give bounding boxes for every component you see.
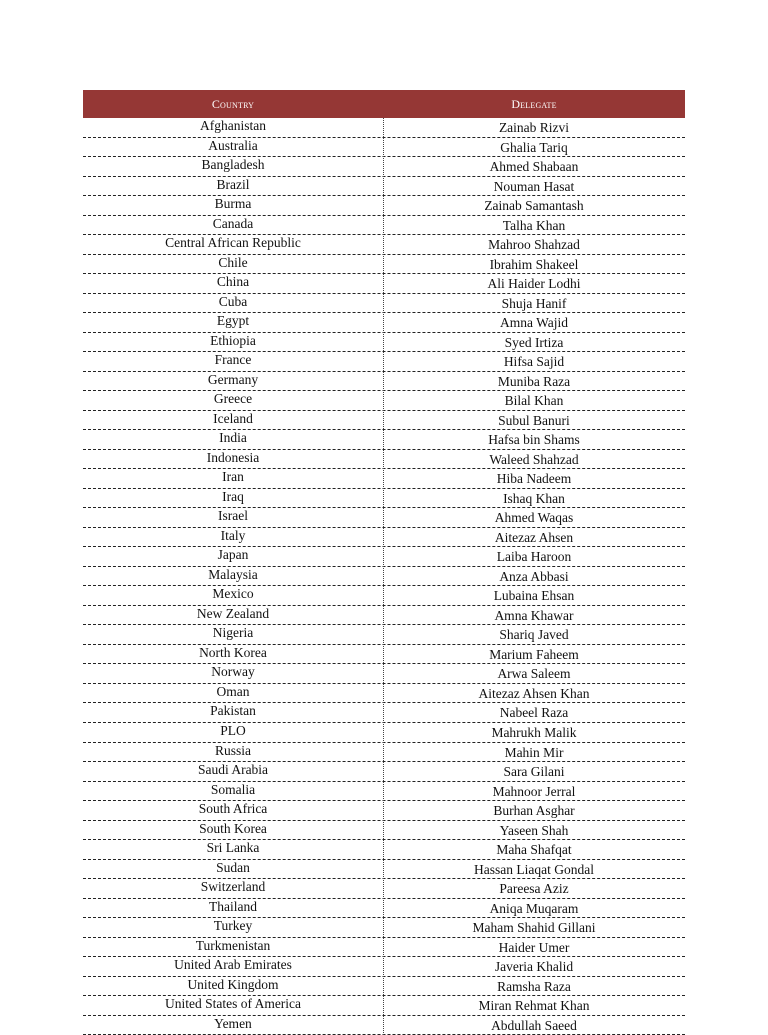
delegate-cell: Mahroo Shahzad	[488, 237, 580, 253]
delegate-cell: Zainab Samantash	[484, 198, 584, 214]
delegate-table	[83, 90, 685, 1035]
country-cell: Japan	[217, 547, 249, 563]
table-row	[83, 255, 685, 275]
table-row	[83, 1016, 685, 1035]
country-cell: Italy	[220, 527, 246, 543]
country-cell: China	[216, 274, 250, 290]
country-cell: Egypt	[216, 313, 250, 329]
delegate-cell: Ahmed Waqas	[494, 510, 574, 526]
table-row	[83, 313, 685, 333]
delegate-cell: Marium Faheem	[489, 646, 579, 662]
delegate-cell: Lubaina Ehsan	[493, 588, 575, 604]
country-cell: Thailand	[209, 898, 257, 914]
table-row	[83, 645, 685, 665]
country-cell: United States of America	[164, 996, 302, 1012]
table-row	[83, 782, 685, 802]
table-row	[83, 118, 685, 138]
country-cell: Burma	[214, 196, 252, 212]
delegate-cell: Ishaq Khan	[503, 490, 565, 506]
table-row	[83, 703, 685, 723]
table-row	[83, 469, 685, 489]
delegate-cell: Miran Rehmat Khan	[478, 998, 590, 1014]
delegate-cell: Mahrukh Malik	[491, 724, 577, 740]
table-row	[83, 352, 685, 372]
country-cell: South Africa	[198, 801, 268, 817]
delegate-cell: Javeria Khalid	[494, 959, 574, 975]
delegate-cell: Nouman Hasat	[493, 178, 575, 194]
country-cell: Pakistan	[210, 703, 256, 719]
table-row	[83, 762, 685, 782]
table-row	[83, 821, 685, 841]
country-cell: Bangladesh	[201, 157, 265, 173]
country-cell: United Kingdom	[187, 976, 279, 992]
table-row	[83, 664, 685, 684]
delegate-column-header: Delegate	[511, 97, 557, 111]
country-cell: France	[214, 352, 252, 368]
country-cell: Iraq	[222, 488, 244, 504]
delegate-cell: Yaseen Shah	[499, 822, 569, 838]
table-row	[83, 274, 685, 294]
table-row	[83, 899, 685, 919]
delegate-cell: Syed Irtiza	[504, 334, 564, 350]
country-cell: Oman	[216, 683, 250, 699]
table-row	[83, 957, 685, 977]
country-cell: Sri Lanka	[206, 840, 260, 856]
table-row	[83, 528, 685, 548]
table-row	[83, 918, 685, 938]
country-cell: Mexico	[212, 586, 254, 602]
country-cell: Russia	[214, 742, 251, 758]
country-cell: Afghanistan	[200, 118, 266, 133]
delegate-cell: Arwa Saleem	[497, 666, 571, 682]
delegate-cell: Aitezaz Ahsen Khan	[478, 685, 590, 701]
delegate-cell: Zainab Rizvi	[498, 120, 570, 135]
delegate-cell: Muniba Raza	[497, 373, 571, 389]
country-cell: Saudi Arabia	[197, 762, 269, 778]
delegate-cell: Burhan Asghar	[493, 803, 575, 819]
delegate-cell: Talha Khan	[502, 217, 566, 233]
table-row	[83, 977, 685, 997]
country-cell: New Zealand	[196, 605, 270, 621]
table-row	[83, 235, 685, 255]
table-row	[83, 196, 685, 216]
country-cell: Greece	[213, 391, 253, 407]
table-row	[83, 567, 685, 587]
country-cell: United Arab Emirates	[174, 957, 292, 973]
table-row	[83, 157, 685, 177]
table-row	[83, 743, 685, 763]
country-cell: Turkey	[213, 918, 253, 934]
table-row	[83, 840, 685, 860]
delegate-cell: Ramsha Raza	[497, 978, 571, 994]
delegate-cell: Pareesa Aziz	[499, 881, 569, 897]
delegate-cell: Subul Banuri	[498, 412, 570, 428]
table-row	[83, 547, 685, 567]
table-row	[83, 489, 685, 509]
country-cell: Chile	[218, 254, 248, 270]
table-row	[83, 860, 685, 880]
delegate-cell: Anza Abbasi	[499, 568, 569, 584]
table-row	[83, 723, 685, 743]
delegate-cell: Laiba Haroon	[496, 549, 572, 565]
country-cell: Germany	[207, 371, 259, 387]
table-row	[83, 294, 685, 314]
table-row	[83, 625, 685, 645]
table-row	[83, 508, 685, 528]
country-cell: Nigeria	[212, 625, 254, 641]
table-row	[83, 177, 685, 197]
delegate-cell: Aniqa Muqaram	[489, 900, 579, 916]
table-row	[83, 411, 685, 431]
country-cell: India	[219, 430, 247, 446]
country-cell: Canada	[212, 215, 254, 231]
delegate-cell: Ibrahim Shakeel	[489, 256, 579, 272]
delegate-cell: Waleed Shahzad	[489, 451, 579, 467]
country-cell: Iceland	[213, 410, 253, 426]
delegate-cell: Haider Umer	[498, 939, 570, 955]
country-cell: Norway	[211, 664, 255, 680]
table-row	[83, 684, 685, 704]
delegate-cell: Amna Wajid	[499, 315, 569, 331]
table-row	[83, 333, 685, 353]
delegate-cell: Hassan Liaqat Gondal	[474, 861, 594, 877]
delegate-cell: Hifsa Sajid	[503, 354, 565, 370]
delegate-cell: Mahin Mir	[504, 744, 564, 760]
country-column-header: Country	[211, 97, 255, 111]
country-cell: PLO	[220, 722, 246, 738]
country-cell: Yemen	[214, 1015, 252, 1031]
country-cell: North Korea	[199, 644, 267, 660]
country-cell: Central African Republic	[165, 235, 301, 251]
delegate-cell: Maham Shahid Gillani	[472, 920, 596, 936]
table-row	[83, 879, 685, 899]
table-row	[83, 430, 685, 450]
delegate-cell: Shariq Javed	[499, 627, 569, 643]
country-cell: Turkmenistan	[195, 937, 271, 953]
table-row	[83, 606, 685, 626]
table-row	[83, 372, 685, 392]
delegate-cell: Aitezaz Ahsen	[494, 529, 574, 545]
delegate-cell: Hafsa bin Shams	[488, 432, 580, 448]
delegate-cell: Ahmed Shabaan	[489, 159, 579, 175]
delegate-cell: Nabeel Raza	[499, 705, 569, 721]
country-cell: Ethiopia	[210, 332, 256, 348]
table-row	[83, 996, 685, 1016]
delegate-cell: Shuja Hanif	[501, 295, 567, 311]
table-body	[83, 118, 685, 1035]
table-row	[83, 801, 685, 821]
table-row	[83, 450, 685, 470]
delegate-cell: Maha Shafqat	[496, 842, 572, 858]
delegate-cell: Sara Gilani	[503, 764, 565, 780]
table-row	[83, 586, 685, 606]
delegate-cell: Amna Khawar	[494, 607, 574, 623]
country-cell: Israel	[218, 508, 248, 524]
country-cell: Somalia	[210, 781, 256, 797]
country-cell: Australia	[208, 137, 258, 153]
table-row	[83, 391, 685, 411]
table-row	[83, 938, 685, 958]
country-cell: Malaysia	[208, 566, 258, 582]
delegate-cell: Ali Haider Lodhi	[487, 276, 581, 292]
delegate-cell: Ghalia Tariq	[500, 139, 568, 155]
table-row	[83, 216, 685, 236]
country-cell: Switzerland	[200, 879, 266, 895]
delegate-cell: Mahnoor Jerral	[492, 783, 576, 799]
delegate-cell: Abdullah Saeed	[491, 1017, 577, 1033]
table-header	[83, 90, 685, 118]
delegate-cell: Hiba Nadeem	[496, 471, 572, 487]
country-cell: Indonesia	[206, 449, 260, 465]
country-cell: Sudan	[216, 859, 250, 875]
delegate-cell: Bilal Khan	[504, 393, 564, 409]
table-row	[83, 138, 685, 158]
country-cell: South Korea	[199, 820, 267, 836]
country-cell: Cuba	[218, 293, 248, 309]
country-cell: Brazil	[216, 176, 250, 192]
country-cell: Iran	[222, 469, 244, 485]
